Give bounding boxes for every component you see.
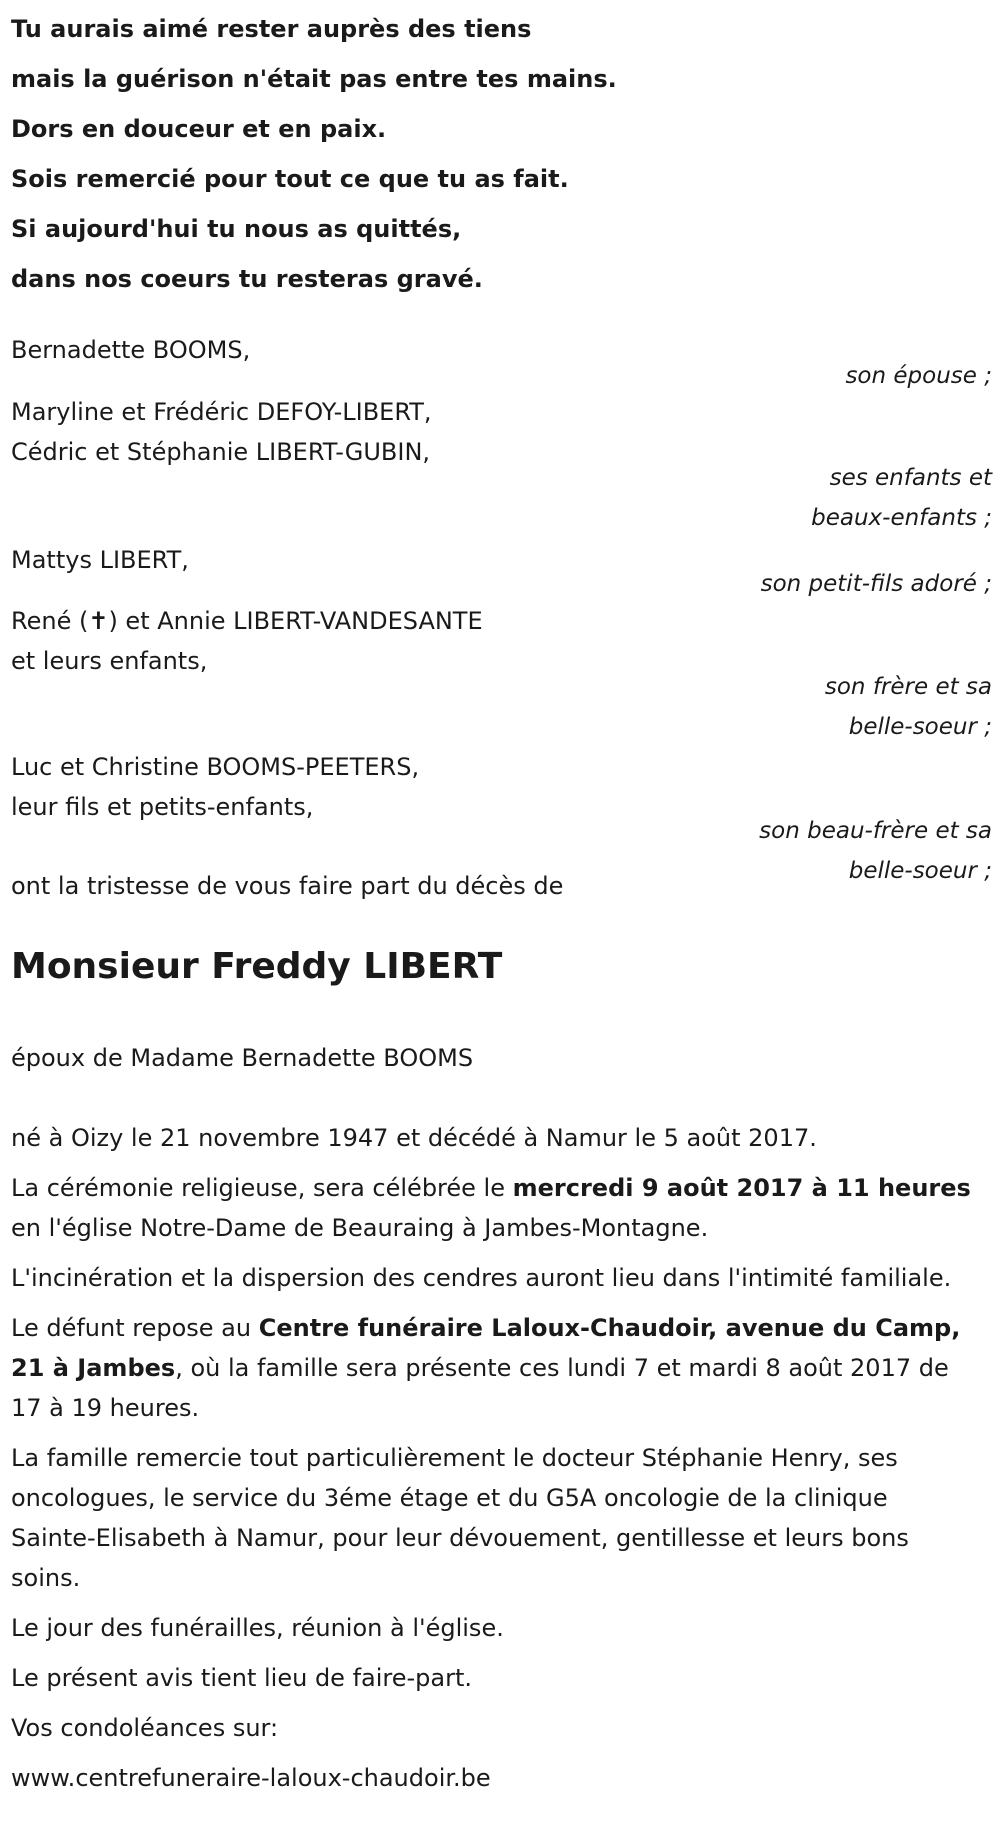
family-name: Luc et Christine BOOMS-PEETERS, — [11, 753, 420, 781]
ceremony-paragraph — [11, 1168, 971, 1248]
poem-line: Dors en douceur et en paix. — [11, 115, 387, 143]
deceased-name: Monsieur Freddy LIBERT — [11, 946, 503, 987]
repose-text: Le défunt repose au — [11, 1314, 259, 1342]
funeral-home-address: Centre funéraire Laloux-Chaudoir, avenue du Camp, 21 à Jambes — [11, 1314, 961, 1382]
details-section — [11, 1118, 971, 1808]
spouse-line: époux de Madame Bernadette BOOMS — [11, 1044, 474, 1072]
family-relation: belle-soeur ; — [848, 858, 992, 884]
funeral-day-line: Le jour des funérailles, réunion à l'église. — [11, 1614, 504, 1642]
family-name: Bernadette BOOMS, — [11, 336, 251, 364]
poem-line: Sois remercié pour tout ce que tu as fait. — [11, 165, 569, 193]
poem-line: Si aujourd'hui tu nous as quittés, — [11, 215, 462, 243]
ceremony-text: La cérémonie religieuse, sera célébrée le — [11, 1174, 513, 1202]
family-relation: belle-soeur ; — [848, 714, 992, 740]
family-name: René (✝) et Annie LIBERT-VANDESANTE — [11, 607, 483, 635]
ceremony-datetime: mercredi 9 août 2017 à 11 heures — [512, 1174, 971, 1202]
family-relation: son beau-frère et sa — [759, 818, 992, 844]
poem — [11, 4, 971, 304]
cremation-paragraph: L'incinération et la dispersion des cendres auront lieu dans l'intimité familiale. — [11, 1264, 952, 1292]
poem-line: dans nos coeurs tu resteras gravé. — [11, 265, 483, 293]
notice-line: Le présent avis tient lieu de faire-part. — [11, 1664, 473, 1692]
birth-death-line: né à Oizy le 21 novembre 1947 et décédé à Namur le 5 août 2017. — [11, 1124, 817, 1152]
announcement-text: ont la tristesse de vous faire part du décès de — [11, 872, 564, 900]
family-relation: son petit-fils adoré ; — [760, 571, 992, 597]
condolences-website: www.centrefuneraire-laloux-chaudoir.be — [11, 1764, 491, 1792]
ceremony-location: en l'église Notre-Dame de Beauraing à Jambes-Montagne. — [11, 1214, 709, 1242]
poem-line: mais la guérison n'était pas entre tes mains. — [11, 65, 617, 93]
repose-paragraph — [11, 1308, 971, 1428]
family-name: et leurs enfants, — [11, 647, 208, 675]
family-relation: son épouse ; — [845, 363, 992, 389]
condolences-label: Vos condoléances sur: — [11, 1714, 279, 1742]
family-relation: son frère et sa — [824, 674, 992, 700]
family-relation: beaux-enfants ; — [811, 505, 992, 531]
poem-line: Tu aurais aimé rester auprès des tiens — [11, 15, 532, 43]
family-name: Mattys LIBERT, — [11, 546, 189, 574]
family-name: Maryline et Frédéric DEFOY-LIBERT, — [11, 398, 432, 426]
family-name: Cédric et Stéphanie LIBERT-GUBIN, — [11, 438, 431, 466]
thanks-paragraph: La famille remercie tout particulièrement le docteur Stéphanie Henry, ses oncologues, le service du 3éme étage et du G5A oncologie de la clinique Sainte-Elisabeth à Namur, pour leur dévouement, gentillesse et leurs bons soins. — [11, 1444, 909, 1592]
family-name: leur fils et petits-enfants, — [11, 793, 314, 821]
visitation-hours: , où la famille sera présente ces lundi 7 et mardi 8 août 2017 de 17 à 19 heures. — [11, 1354, 949, 1422]
family-relation: ses enfants et — [829, 465, 992, 491]
